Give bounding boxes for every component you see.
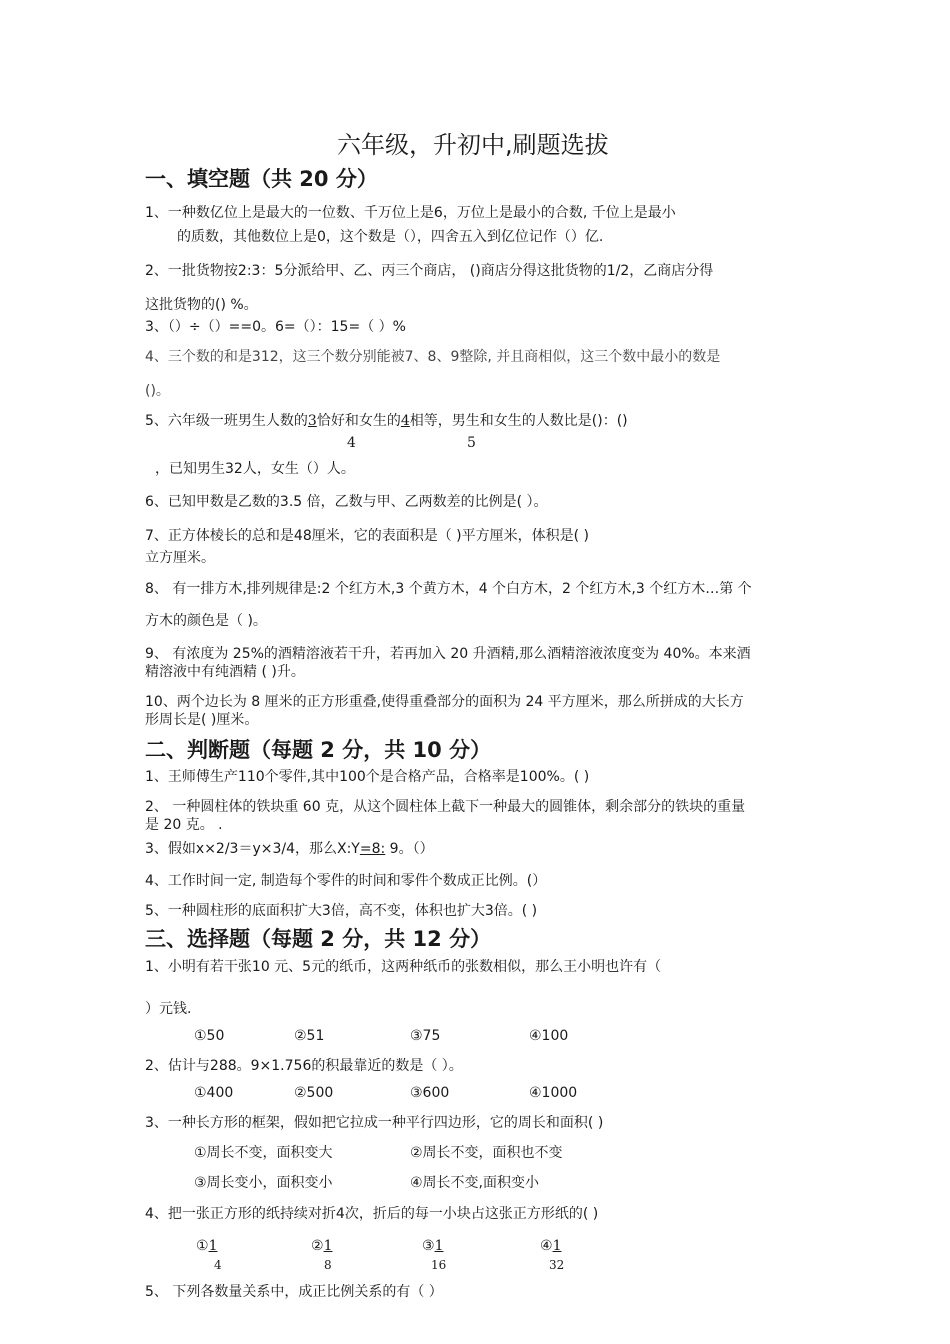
question-text: 2、 一种圆柱体的铁块重 60 克，从这个圆柱体上截下一种最大的圆锥体，剩余部分的铁块的重量 bbox=[145, 799, 746, 815]
choice-option: ④100 bbox=[529, 1028, 569, 1044]
question-text-part: 5、六年级一班男生人数的 bbox=[145, 413, 308, 429]
question-text: 精溶液中有纯酒精 ( )升。 bbox=[145, 664, 305, 680]
option-mark: ③ bbox=[422, 1238, 435, 1254]
choice-option bbox=[196, 1237, 217, 1255]
section-heading-multiple-choice: 三、选择题（每题 2 分，共 12 分） bbox=[145, 927, 492, 951]
question-text: 立方厘米。 bbox=[145, 550, 215, 566]
question-text: 10、两个边长为 8 厘米的正方形重叠,使得重叠部分的面积为 24 平方厘米，那么所拼成的大长方 bbox=[145, 694, 744, 710]
question-text: 是 20 克。 . bbox=[145, 817, 223, 833]
choice-option bbox=[311, 1237, 332, 1255]
option-mark: ② bbox=[311, 1238, 324, 1254]
question-text: 3、（）÷（）==0。6=（）：15=（ ）% bbox=[145, 319, 406, 335]
option-mark: ④ bbox=[540, 1238, 553, 1254]
option-mark: ① bbox=[196, 1238, 209, 1254]
fraction-numerator: 1 bbox=[552, 1238, 562, 1254]
question-text: 9、 有浓度为 25%的酒精溶液若干升，若再加入 20 升酒精,那么酒精溶液浓度变为 40%。本来酒 bbox=[145, 646, 751, 662]
question-text: ()。 bbox=[145, 383, 170, 399]
question-text: 这批货物的() %。 bbox=[145, 297, 258, 313]
question-text: 4、工作时间一定, 制造每个零件的时间和零件个数成正比例。(） bbox=[145, 873, 547, 889]
fraction-denominator: 4 bbox=[347, 435, 356, 451]
choice-option bbox=[422, 1237, 443, 1255]
question-text: 5、 下列各数量关系中，成正比例关系的有（ ） bbox=[145, 1284, 443, 1300]
question-text: ）元钱. bbox=[145, 1001, 192, 1017]
question-text-part: 恰好和女生的 bbox=[316, 413, 401, 429]
underlined-ratio: =8: bbox=[359, 841, 386, 857]
choice-option: ①400 bbox=[194, 1085, 234, 1101]
choice-option: ①周长不变，面积变大 bbox=[194, 1145, 333, 1161]
fraction-numerator: 3 bbox=[307, 413, 317, 429]
choice-option: ③75 bbox=[410, 1028, 441, 1044]
question-text: 7、正方体棱长的总和是48厘米，它的表面积是（ )平方厘米，体积是( ) bbox=[145, 528, 590, 544]
choice-option: ②周长不变，面积也不变 bbox=[410, 1145, 563, 1161]
question-text: 6、已知甲数是乙数的3.5 倍，乙数与甲、乙两数差的比例是( ）。 bbox=[145, 494, 548, 510]
question-text: 8、 有一排方木,排列规律是:2 个红方木,3 个黄方木，4 个白方木，2 个红方木,3 个红方木…第 个 bbox=[145, 581, 752, 597]
choice-option: ③周长变小，面积变小 bbox=[194, 1175, 333, 1191]
question-text: 1、小明有若干张10 元、5元的纸币，这两种纸币的张数相似，那么王小明也许有（ bbox=[145, 959, 662, 975]
question-text-part: 相等，男生和女生的人数比是()：() bbox=[409, 413, 628, 429]
question-text-part: 3、假如x×2/3＝y×3/4，那么X:Y bbox=[145, 841, 360, 857]
question-text: 1、一种数亿位上是最大的一位数、千万位上是6，万位上是最小的合数, 千位上是最小 bbox=[145, 205, 676, 221]
question-text-part: 9。（） bbox=[385, 841, 434, 857]
section-heading-fill-blank: 一、填空题（共 20 分） bbox=[145, 167, 378, 191]
fraction-numerator: 1 bbox=[434, 1238, 444, 1254]
question-text: 5、一种圆柱形的底面积扩大3倍，高不变，体积也扩大3倍。( ) bbox=[145, 903, 538, 919]
question-text: 方木的颜色是（ )。 bbox=[145, 613, 267, 629]
choice-option: ②51 bbox=[294, 1028, 325, 1044]
fraction-numerator: 1 bbox=[323, 1238, 333, 1254]
choice-option: ④1000 bbox=[529, 1085, 578, 1101]
question-text: 2、估计与288。9×1.756的积最靠近的数是（ ）。 bbox=[145, 1058, 463, 1074]
question-text: 4、三个数的和是312，这三个数分别能被7、8、9整除, 并且商相似，这三个数中最小的数是 bbox=[145, 349, 721, 365]
question-text: 形周长是( )厘米。 bbox=[145, 712, 259, 728]
fraction-denominator: 32 bbox=[549, 1258, 565, 1272]
page-title: 六年级，升初中,刷题选拔 bbox=[337, 131, 609, 159]
choice-option: ①50 bbox=[194, 1028, 225, 1044]
fraction-denominator: 4 bbox=[214, 1258, 222, 1272]
question-text: 4、把一张正方形的纸持续对折4次，折后的每一小块占这张正方形纸的( ) bbox=[145, 1206, 599, 1222]
question-text bbox=[145, 840, 434, 858]
fraction-denominator: 16 bbox=[431, 1258, 447, 1272]
fraction-denominator: 8 bbox=[324, 1258, 332, 1272]
question-text: 2、一批货物按2:3：5分派给甲、乙、丙三个商店， ()商店分得这批货物的1/2，乙商店分得 bbox=[145, 263, 714, 279]
question-text: ，已知男生32人，女生（）人。 bbox=[155, 461, 355, 477]
question-text: 1、王师傅生产110个零件,其中100个是合格产品，合格率是100%。( ) bbox=[145, 769, 590, 785]
choice-option: ④周长不变,面积变小 bbox=[410, 1175, 540, 1191]
choice-option bbox=[540, 1237, 561, 1255]
question-text: 的质数，其他数位上是0，这个数是（），四舍五入到亿位记作（）亿. bbox=[177, 229, 604, 245]
fraction-numerator: 4 bbox=[400, 413, 410, 429]
choice-option: ③600 bbox=[410, 1085, 450, 1101]
section-heading-true-false: 二、判断题（每题 2 分，共 10 分） bbox=[145, 738, 492, 762]
fraction-numerator: 1 bbox=[208, 1238, 218, 1254]
fraction-denominator: 5 bbox=[467, 435, 476, 451]
question-text: 3、一种长方形的框架，假如把它拉成一种平行四边形，它的周长和面积( ) bbox=[145, 1115, 604, 1131]
choice-option: ②500 bbox=[294, 1085, 334, 1101]
question-text bbox=[145, 412, 628, 430]
